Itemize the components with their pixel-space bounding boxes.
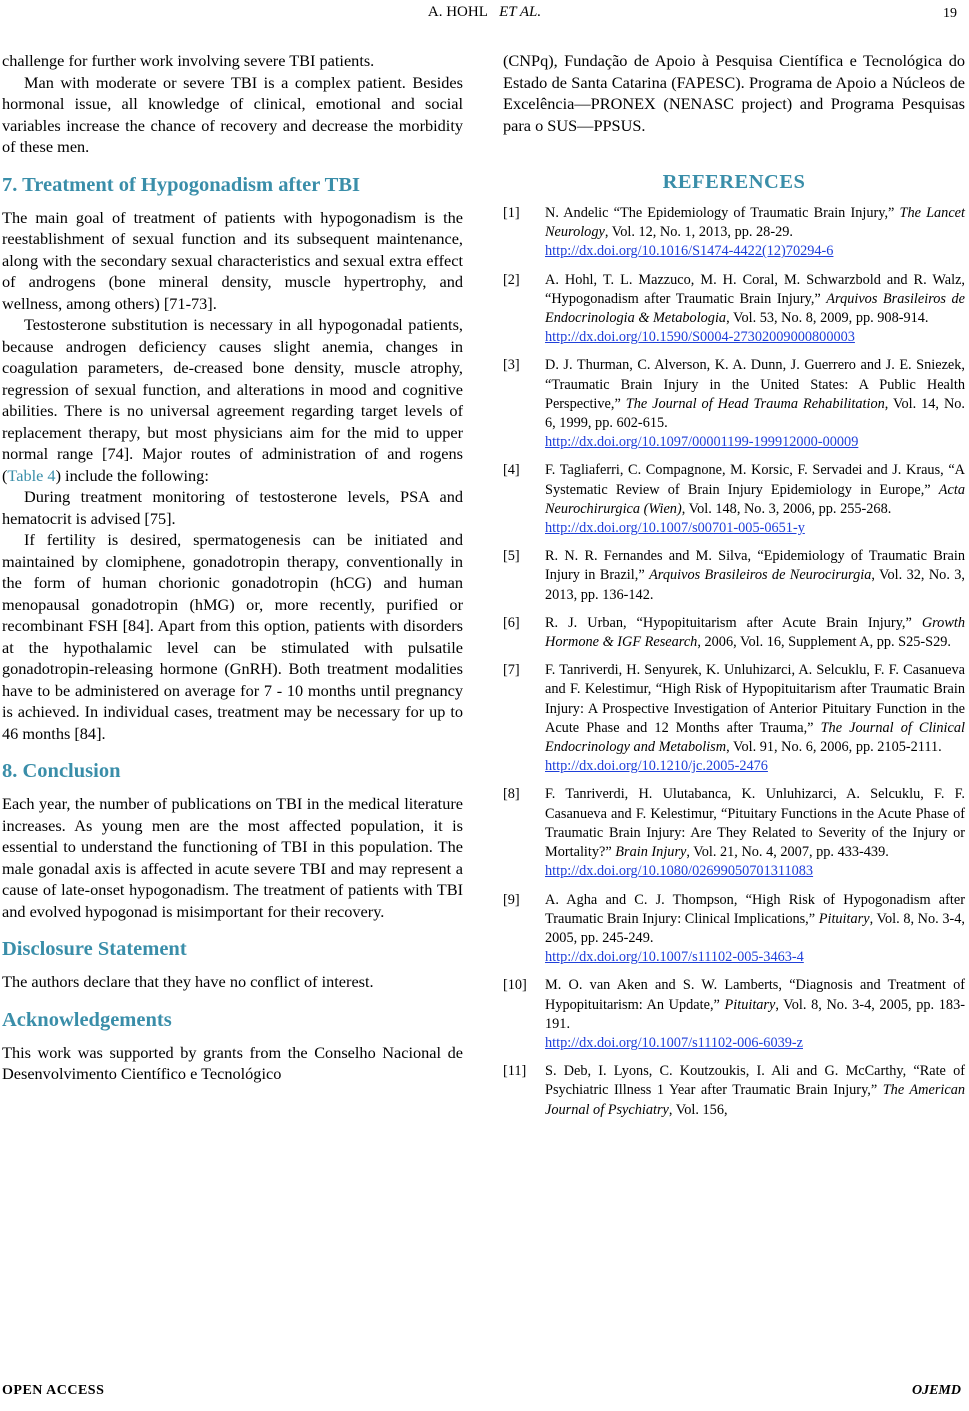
running-head bbox=[0, 4, 969, 21]
reference-number: [11] bbox=[503, 1063, 527, 1080]
paragraph-fertility: If fertility is desired, spermatogenesis can be initiated and maintained by clomiphene, gonadotropin therapy, conventionally in the form of human chorionic gonadotropin (hCG) and human menopausal gonadotropin (hMG) or, more recently, purified or recombinant FSH [84]. Apart from this option, patients with disorders at the hypothalamic level can be stimulated with pulsatile gonadotropin-releasing hormone (GnRH). Both treatment modalities have to be administered on average for 7 - 10 months until pregnancy is achieved. In individual cases, treatment may be necessary for up to 46 months [84]. bbox=[2, 530, 463, 743]
reference-text bbox=[545, 614, 965, 652]
reference-doi-link[interactable]: http://dx.doi.org/10.1016/S1474-4422(12)70294-6 bbox=[545, 243, 834, 260]
section-heading-acknowledgements: Acknowledgements bbox=[2, 1008, 172, 1031]
reference-item bbox=[503, 976, 965, 1053]
reference-details: , Vol. 8, No. 3-4, 2005, pp. 245-249. bbox=[545, 910, 965, 946]
reference-details: , Vol. 21, No. 4, 2007, pp. 433-439. bbox=[686, 844, 889, 861]
reference-item bbox=[503, 356, 965, 452]
reference-details: , Vol. 53, No. 8, 2009, pp. 908-914. bbox=[726, 310, 929, 327]
section-heading-conclusion: 8. Conclusion bbox=[2, 760, 121, 782]
page-header bbox=[0, 0, 969, 30]
reference-item bbox=[503, 661, 965, 776]
reference-item bbox=[503, 461, 965, 538]
reference-journal: Pituitary bbox=[818, 910, 870, 927]
reference-authors-title: F. Tanriverdi, H. Ulutabanca, K. Unluhizarci, A. Selcuklu, F. F. Casanueva and F. Kelestimur, “Pituitary Functions in the Acute Phase of Traumatic Brain Injury: Are They Related to Severity of the Injury or Mortality?” bbox=[545, 786, 965, 861]
reference-doi-link[interactable]: http://dx.doi.org/10.1007/s00701-005-0651-y bbox=[545, 520, 805, 537]
paragraph-conclusion: Each year, the number of publications on TBI in the medical literature increases. As young men are the most affected population, it is essential to understand the functioning of TBI in this population. The male gonadal axis is affected in acute severe TBI and may represent a cause of late-onset hypogonadism. The treatment of patients with TBI and evolved hypogonad is misimportant for their recovery. bbox=[2, 794, 463, 921]
reference-authors-title: F. Tanriverdi, H. Senyurek, K. Unluhizarci, A. Selcuklu, F. F. Casanueva and F. Kelestimur, “High Risk of Hypopituitarism after Traumatic Brain Injury: A Prospective Investigation of Anterior Pituitary Function in the Acute Phase and 12 Months after Trauma,” bbox=[545, 662, 965, 736]
reference-text bbox=[545, 461, 965, 538]
reference-doi-link[interactable]: http://dx.doi.org/10.1080/02699050701311083 bbox=[545, 863, 814, 880]
reference-doi-link[interactable]: http://dx.doi.org/10.1007/s11102-005-3463-4 bbox=[545, 949, 804, 966]
right-column bbox=[503, 50, 965, 1129]
reference-number: [7] bbox=[503, 662, 520, 679]
reference-journal: The American Journal of Psychiatry bbox=[545, 1082, 965, 1118]
paragraph-acknowledgements-cont: (CNPq), Fundação de Apoio à Pesquisa Científica e Tecnológica do Estado de Santa Catarina (FAPESC). Programa de Apoio a Núcleos de Excelência—PRONEX (NENASC project) and Programa Pesquisas para o SUS—PPSUS. bbox=[503, 51, 965, 135]
reference-item bbox=[503, 1062, 965, 1120]
paragraph-intro: challenge for further work involving severe TBI patients. bbox=[2, 51, 375, 70]
paragraph-disclosure: The authors declare that they have no conflict of interest. bbox=[2, 972, 374, 991]
reference-number: [2] bbox=[503, 271, 520, 288]
reference-doi-link[interactable]: http://dx.doi.org/10.1097/00001199-199912000-00009 bbox=[545, 434, 859, 451]
testosterone-text-b: ) include the following: bbox=[55, 465, 209, 485]
reference-item bbox=[503, 891, 965, 968]
reference-number: [10] bbox=[503, 977, 527, 994]
table-4-link[interactable]: Table 4 bbox=[7, 465, 56, 485]
reference-number: [3] bbox=[503, 357, 520, 374]
reference-authors-title: A. Hohl, T. L. Mazzuco, M. H. Coral, M. Schwarzbold and R. Walz, “Hypogonadism after Traumatic Brain Injury,” bbox=[545, 271, 965, 307]
paragraph-complex-patient: Man with moderate or severe TBI is a complex patient. Besides hormonal issue, all knowledge of clinical, emotional and social variables increase the chance of recovery and decrease the morbidity of these men. bbox=[2, 72, 463, 156]
reference-doi-link[interactable]: http://dx.doi.org/10.1210/jc.2005-2476 bbox=[545, 758, 768, 775]
reference-details: , Vol. 12, No. 1, 2013, pp. 28-29. bbox=[604, 224, 793, 241]
running-head-authors: A. HOHL bbox=[427, 4, 488, 20]
footer-journal: OJEMD bbox=[911, 1383, 961, 1398]
reference-number: [8] bbox=[503, 786, 520, 803]
section-heading-treatment: 7. Treatment of Hypogonadism after TBI bbox=[2, 173, 360, 196]
page-number: 19 bbox=[943, 6, 957, 21]
reference-journal: Arquivos Brasileiros de Endocrinologia & Metabologia bbox=[545, 290, 965, 327]
reference-doi-link[interactable]: http://dx.doi.org/10.1007/s11102-006-6039-z bbox=[545, 1034, 803, 1051]
footer-open-access: OPEN ACCESS bbox=[2, 1383, 105, 1398]
reference-text bbox=[545, 356, 965, 452]
reference-authors-title: N. Andelic “The Epidemiology of Traumatic Brain Injury,” bbox=[545, 205, 900, 221]
paragraph-treatment-goal: The main goal of treatment of patients with hypogonadism is the reestablishment of sexual function and its subsequent maintenance, along with the secondary sexual characteristics and sexual extra effect of androgens (bone mineral density, muscle hypertrophy, and wellness, among others) [71-73]. bbox=[2, 207, 463, 313]
reference-details: , Vol. 91, No. 6, 2006, pp. 2105-2111. bbox=[726, 739, 942, 756]
reference-details: , Vol. 8, No. 3-4, 2005, pp. 183-191. bbox=[545, 996, 965, 1032]
reference-details: , 2006, Vol. 16, Supplement A, pp. S25-S29. bbox=[697, 634, 952, 651]
reference-authors-title: D. J. Thurman, C. Alverson, K. A. Dunn, J. Guerrero and J. E. Sniezek, “Traumatic Brain Injury in the United States: A Public Health Perspective,” bbox=[545, 357, 965, 412]
reference-item bbox=[503, 204, 965, 262]
reference-item bbox=[503, 614, 965, 652]
reference-doi-link[interactable]: http://dx.doi.org/10.1590/S0004-27302009000800003 bbox=[545, 329, 855, 346]
paragraph-monitoring: During treatment monitoring of testosterone levels, PSA and hematocrit is advised [75]. bbox=[2, 487, 463, 528]
reference-text bbox=[545, 271, 965, 348]
reference-number: [1] bbox=[503, 205, 520, 221]
left-column bbox=[2, 50, 463, 1085]
reference-authors-title: S. Deb, I. Lyons, C. Koutzoukis, I. Ali and G. McCarthy, “Rate of Psychiatric Illness 1 Year after Traumatic Brain Injury,” bbox=[545, 1063, 965, 1099]
reference-text bbox=[545, 891, 965, 968]
reference-number: [6] bbox=[503, 614, 520, 631]
reference-journal: The Journal of Head Trauma Rehabilitation bbox=[625, 395, 885, 412]
reference-number: [9] bbox=[503, 891, 520, 908]
reference-authors-title: R. J. Urban, “Hypopituitarism after Acute Brain Injury,” bbox=[545, 614, 922, 631]
reference-journal: Brain Injury bbox=[615, 844, 687, 861]
reference-number: [4] bbox=[503, 462, 520, 479]
references-heading: REFERENCES bbox=[662, 171, 806, 193]
reference-details: , Vol. 148, No. 3, 2006, pp. 255-268. bbox=[681, 500, 892, 517]
reference-details: , Vol. 32, No. 3, 2013, pp. 136-142. bbox=[545, 567, 966, 603]
reference-authors-title: R. N. R. Fernandes and M. Silva, “Epidemiology of Traumatic Brain Injury in Brazil,” bbox=[545, 548, 965, 584]
section-heading-disclosure: Disclosure Statement bbox=[2, 938, 187, 960]
reference-journal: The Journal of Clinical Endocrinology and Metabolism bbox=[545, 719, 965, 756]
references-list bbox=[503, 204, 965, 1120]
page-footer bbox=[0, 1381, 969, 1405]
reference-details: , Vol. 156, bbox=[668, 1101, 728, 1118]
reference-journal: Acta Neurochirurgica (Wien) bbox=[545, 481, 965, 517]
reference-journal: Growth Hormone & IGF Research bbox=[545, 614, 965, 651]
reference-text bbox=[545, 204, 965, 262]
reference-journal: Pituitary bbox=[724, 996, 776, 1013]
reference-item bbox=[503, 547, 965, 605]
testosterone-text-a: Testosterone substitution is necessary in all hypogonadal patients, because androgen deficiency causes slight anemia, changes in coagulation parameters, de-creased bone density, muscle atrophy, regression of sexual function, and alterations in mood and cognitive abilities. There is no universal agreement regarding target levels of replacement therapy, but most physicians aim for the mid to upper normal range [74]. Major routes of administration of and rogens ( bbox=[2, 315, 463, 485]
reference-number: [5] bbox=[503, 548, 520, 565]
reference-text bbox=[545, 547, 965, 605]
reference-journal: Arquivos Brasileiros de Neurocirurgia bbox=[649, 567, 872, 584]
running-head-etal: ET AL. bbox=[499, 4, 542, 20]
reference-details: , Vol. 14, No. 6, 1999, pp. 602-615. bbox=[545, 395, 965, 432]
reference-journal: The Lancet Neurology bbox=[545, 205, 965, 241]
reference-text bbox=[545, 785, 965, 881]
reference-item bbox=[503, 785, 965, 881]
reference-authors-title: A. Agha and C. J. Thompson, “High Risk of Hypogonadism after Traumatic Brain Injury: Clinical Implications,” bbox=[545, 891, 965, 927]
reference-text bbox=[545, 661, 965, 776]
reference-text bbox=[545, 976, 965, 1053]
reference-authors-title: M. O. van Aken and S. W. Lamberts, “Diagnosis and Treatment of Hypopituitarism: An Update,” bbox=[545, 977, 965, 1013]
reference-item bbox=[503, 271, 965, 348]
reference-authors-title: F. Tagliaferri, C. Compagnone, M. Korsic, F. Servadei and J. Kraus, “A Systematic Review of Brain Injury Epidemiology in Europe,” bbox=[545, 462, 965, 498]
reference-text bbox=[545, 1062, 965, 1120]
paragraph-testosterone bbox=[2, 314, 463, 486]
paragraph-acknowledgements-start: This work was supported by grants from the Conselho Nacional de Desenvolvimento Científico e Tecnológico bbox=[2, 1042, 463, 1083]
